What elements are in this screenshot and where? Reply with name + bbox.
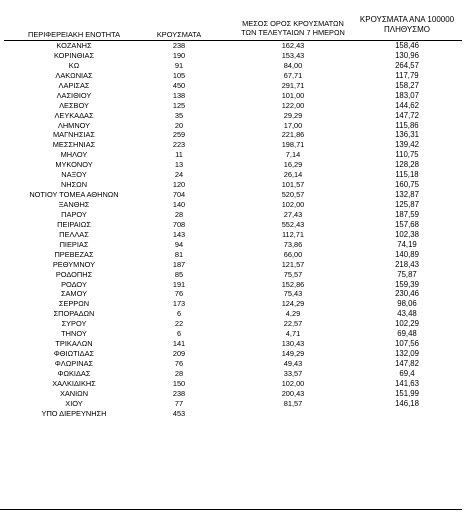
cell-avg7: 22,57 (283, 319, 303, 329)
cell-cases: 6 (176, 329, 182, 339)
header-avg7-line1: ΜΕΣΟΣ ΟΡΟΣ ΚΡΟΥΣΜΑΤΩΝ (242, 19, 344, 28)
table-row (0, 319, 467, 329)
header-per100k-line1: ΚΡΟΥΣΜΑΤΑ ΑΝΑ 100000 (359, 15, 455, 24)
table-row (0, 170, 467, 180)
cell-per100k: 147,82 (395, 359, 419, 368)
cell-per100k: 115,18 (395, 170, 419, 180)
cell-avg7: 4,71 (285, 329, 301, 339)
cell-cases: 35 (174, 110, 184, 120)
cell-cases: 223 (172, 140, 186, 150)
cell-avg7: 102,00 (281, 378, 305, 388)
cell-per100k: 107,56 (395, 339, 419, 349)
cell-cases: 94 (174, 239, 184, 249)
cell-cases: 6 (176, 309, 182, 319)
cell-per100k: 117,79 (395, 70, 419, 80)
cell-region: ΛΕΣΒΟΥ (59, 100, 89, 110)
table-row (0, 210, 467, 220)
cell-cases: 704 (172, 190, 186, 200)
cell-cases: 105 (172, 70, 186, 80)
table-row (0, 260, 467, 270)
cell-avg7: 73,86 (283, 239, 303, 249)
cell-avg7: 221,86 (281, 130, 305, 140)
cell-per100k: 128,28 (395, 160, 419, 170)
cell-region: ΠΕΙΡΑΙΩΣ (57, 219, 91, 229)
cell-avg7: 162,43 (281, 41, 305, 50)
cell-cases: 141 (172, 339, 186, 349)
cell-cases: 91 (174, 60, 184, 70)
cell-region: ΣΑΜΟΥ (60, 289, 88, 299)
cell-avg7: 198,71 (281, 140, 305, 150)
cell-region: ΛΗΜΝΟΥ (57, 120, 91, 130)
table-row (0, 180, 467, 190)
table-row (0, 240, 467, 250)
cell-avg7: 26,14 (283, 170, 303, 180)
cell-per100k: 132,87 (395, 190, 419, 200)
cell-avg7: 29,29 (283, 110, 303, 120)
cell-cases: 187 (172, 259, 186, 269)
bottom-divider (0, 509, 462, 510)
cell-cases: 238 (172, 41, 186, 50)
table-row (0, 349, 467, 359)
table-row (0, 130, 467, 140)
cell-avg7: 520,57 (281, 190, 305, 200)
cell-region: ΛΑΣΙΘΙΟΥ (56, 90, 92, 100)
table-body (0, 41, 467, 419)
cell-region: ΜΗΛΟΥ (60, 150, 88, 160)
cell-per100k: 157,68 (395, 219, 419, 229)
cell-region: ΠΡΕΒΕΖΑΣ (54, 249, 94, 259)
table-row (0, 379, 467, 389)
cell-avg7: 75,43 (283, 289, 303, 299)
cell-cases: 85 (174, 269, 184, 279)
cell-avg7: 84,00 (283, 60, 303, 70)
cell-region: ΜΕΣΣΗΝΙΑΣ (52, 140, 96, 150)
table-row (0, 111, 467, 121)
cell-cases: 191 (172, 279, 186, 289)
header-avg7-line2: ΤΩΝ ΤΕΛΕΥΤΑΙΩΝ 7 ΗΜΕΡΩΝ (241, 28, 345, 37)
cell-avg7: 101,57 (281, 180, 305, 190)
cell-per100k: 110,75 (395, 150, 419, 160)
cell-region: ΡΟΔΟΠΗΣ (55, 269, 93, 279)
cell-cases: 150 (172, 378, 186, 388)
cell-avg7: 33,57 (283, 368, 303, 378)
cell-per100k: 74,19 (397, 239, 417, 249)
cell-region: ΜΥΚΟΝΟΥ (55, 160, 93, 170)
cell-region: ΧΑΛΚΙΔΙΚΗΣ (52, 378, 96, 388)
cell-per100k: 151,99 (395, 388, 419, 398)
cell-cases: 140 (172, 200, 186, 209)
table-row (0, 220, 467, 230)
cell-cases: 24 (174, 170, 184, 180)
table-row (0, 81, 467, 91)
cell-cases: 81 (174, 249, 184, 259)
table-row (0, 51, 467, 61)
table-row (0, 101, 467, 111)
cell-cases: 76 (174, 289, 184, 299)
table-row (0, 309, 467, 319)
cell-per100k: 136,31 (395, 130, 419, 140)
cell-cases: 209 (172, 349, 186, 359)
table-row (0, 140, 467, 150)
cell-per100k: 160,75 (395, 180, 419, 190)
cell-cases: 76 (174, 359, 184, 368)
cell-per100k: 115,86 (395, 120, 419, 130)
cell-per100k: 140,89 (395, 249, 419, 259)
cell-per100k: 69,4 (399, 368, 415, 378)
cell-per100k: 158,46 (395, 41, 419, 50)
cell-cases: 125 (172, 100, 186, 110)
table-row (0, 61, 467, 71)
cell-cases: 120 (172, 180, 186, 190)
table-row (0, 250, 467, 260)
cell-cases: 28 (174, 368, 184, 378)
cell-avg7: 152,86 (281, 279, 305, 289)
cell-region: ΞΑΝΘΗΣ (58, 200, 90, 209)
header-per100k (352, 15, 462, 35)
header-per100k-line2: ΠΛΗΘΥΣΜΟ (383, 25, 431, 34)
cell-per100k: 43,48 (397, 309, 417, 319)
table-row (0, 71, 467, 81)
cell-region: ΦΛΩΡΙΝΑΣ (54, 359, 94, 368)
header-region: ΠΕΡΙΦΕΡΕΙΑΚΗ ΕΝΟΤΗΤΑ (28, 30, 120, 39)
cell-per100k: 69,48 (397, 329, 417, 339)
cell-region: ΛΑΚΩΝΙΑΣ (55, 70, 93, 80)
cell-cases: 28 (174, 209, 184, 219)
table-row (0, 121, 467, 131)
header-cases: ΚΡΟΥΣΜΑΤΑ (156, 30, 202, 39)
cell-region: ΜΑΓΝΗΣΙΑΣ (53, 130, 95, 140)
cell-region: ΧΙΟΥ (65, 398, 83, 408)
cell-per100k: 230,46 (395, 289, 419, 299)
cell-per100k: 183,07 (395, 90, 419, 100)
cell-avg7: 7,14 (285, 150, 301, 160)
cell-avg7: 4,29 (285, 309, 301, 319)
table-row (0, 280, 467, 290)
cell-per100k: 130,96 (395, 50, 419, 60)
cell-cases: 450 (172, 80, 186, 90)
cell-region: ΣΕΡΡΩΝ (58, 299, 90, 309)
table-row (0, 369, 467, 379)
cell-cases: 11 (175, 150, 183, 160)
cell-per100k: 147,72 (395, 110, 419, 120)
cell-cases: 453 (172, 408, 186, 418)
cell-cases: 20 (174, 120, 184, 130)
cell-avg7: 200,43 (281, 388, 305, 398)
cell-region: ΝΗΣΩΝ (60, 180, 88, 190)
cell-region: ΠΑΡΟΥ (61, 209, 87, 219)
cell-per100k: 146,18 (395, 398, 419, 408)
cell-region: ΛΑΡΙΣΑΣ (58, 80, 90, 90)
table-row (0, 91, 467, 101)
cell-cases: 77 (174, 398, 184, 408)
cell-region: ΧΑΝΙΩΝ (59, 388, 89, 398)
table-row (0, 399, 467, 409)
cell-region: ΛΕΥΚΑΔΑΣ (54, 110, 94, 120)
cell-cases: 190 (172, 50, 186, 60)
table-row (0, 41, 467, 51)
cell-region: ΚΟΡΙΝΘΙΑΣ (53, 50, 95, 60)
cell-region: ΦΩΚΙΔΑΣ (57, 368, 91, 378)
cell-per100k: 139,42 (395, 140, 419, 150)
cell-avg7: 27,43 (283, 209, 303, 219)
table-row (0, 190, 467, 200)
cell-per100k: 75,87 (397, 269, 417, 279)
cell-avg7: 81,57 (283, 398, 303, 408)
table-row (0, 200, 467, 210)
cell-avg7: 101,00 (281, 90, 305, 100)
cell-per100k: 141,63 (395, 378, 419, 388)
table-row (0, 329, 467, 339)
table-row (0, 299, 467, 309)
cell-avg7: 75,57 (283, 269, 303, 279)
cell-cases: 13 (174, 160, 184, 170)
cell-avg7: 121,57 (281, 259, 305, 269)
table-row (0, 270, 467, 280)
cell-avg7: 102,00 (281, 200, 305, 209)
table-row (0, 289, 467, 299)
cell-region: ΝΟΤΙΟΥ ΤΟΜΕΑ ΑΘΗΝΩΝ (29, 190, 119, 200)
cell-cases: 173 (172, 299, 186, 309)
cell-region: ΚΟΖΑΝΗΣ (56, 41, 92, 50)
cell-avg7: 112,71 (281, 229, 305, 239)
table-row (0, 389, 467, 399)
cell-cases: 138 (172, 90, 186, 100)
cell-avg7: 67,71 (283, 70, 303, 80)
cell-region: ΤΗΝΟΥ (61, 329, 87, 339)
table-row (0, 409, 467, 419)
cell-region: ΣΥΡΟΥ (61, 319, 87, 329)
cell-per100k: 187,59 (395, 209, 419, 219)
cell-per100k: 102,38 (395, 229, 419, 239)
table-row (0, 339, 467, 349)
cell-region: ΝΑΞΟΥ (61, 170, 87, 180)
cell-per100k: 98,06 (397, 299, 417, 309)
cell-avg7: 17,00 (283, 120, 303, 130)
table-row (0, 160, 467, 170)
cell-avg7: 153,43 (281, 50, 305, 60)
cell-region: ΣΠΟΡΑΔΩΝ (53, 309, 95, 319)
cell-avg7: 122,00 (281, 100, 305, 110)
cell-per100k: 158,27 (395, 80, 419, 90)
cell-per100k: 132,09 (395, 349, 419, 359)
cell-region: ΤΡΙΚΑΛΩΝ (55, 339, 93, 349)
table-row (0, 230, 467, 240)
cell-avg7: 552,43 (281, 219, 305, 229)
cell-region: ΡΕΘΥΜΝΟΥ (52, 259, 96, 269)
cell-per100k: 125,87 (395, 200, 419, 209)
cell-per100k: 159,39 (395, 279, 419, 289)
cell-region: ΠΙΕΡΙΑΣ (59, 239, 89, 249)
cell-cases: 708 (172, 219, 186, 229)
cell-per100k: 144,62 (395, 100, 419, 110)
cell-avg7: 291,71 (281, 80, 305, 90)
table-row (0, 150, 467, 160)
cell-region: ΠΕΛΛΑΣ (59, 229, 89, 239)
header-avg7 (232, 19, 354, 37)
cell-per100k: 102,29 (395, 319, 419, 329)
cell-avg7: 49,43 (283, 359, 303, 368)
cell-avg7: 149,29 (281, 349, 305, 359)
cell-region: ΥΠΟ ΔΙΕΡΕΥΝΗΣΗ (41, 408, 107, 418)
cell-per100k: 218,43 (395, 259, 419, 269)
cell-avg7: 66,00 (283, 249, 303, 259)
cell-cases: 22 (174, 319, 184, 329)
cell-region: ΡΟΔΟΥ (61, 279, 87, 289)
cell-cases: 143 (172, 229, 186, 239)
cell-region: ΦΘΙΩΤΙΔΑΣ (53, 349, 95, 359)
cell-cases: 259 (172, 130, 186, 140)
cell-per100k: 264,57 (395, 60, 419, 70)
cell-region: ΚΩ (68, 60, 80, 70)
table-row (0, 359, 467, 369)
cell-avg7: 124,29 (281, 299, 305, 309)
cell-cases: 238 (172, 388, 186, 398)
cell-avg7: 130,43 (281, 339, 305, 349)
cell-avg7: 16,29 (283, 160, 303, 170)
